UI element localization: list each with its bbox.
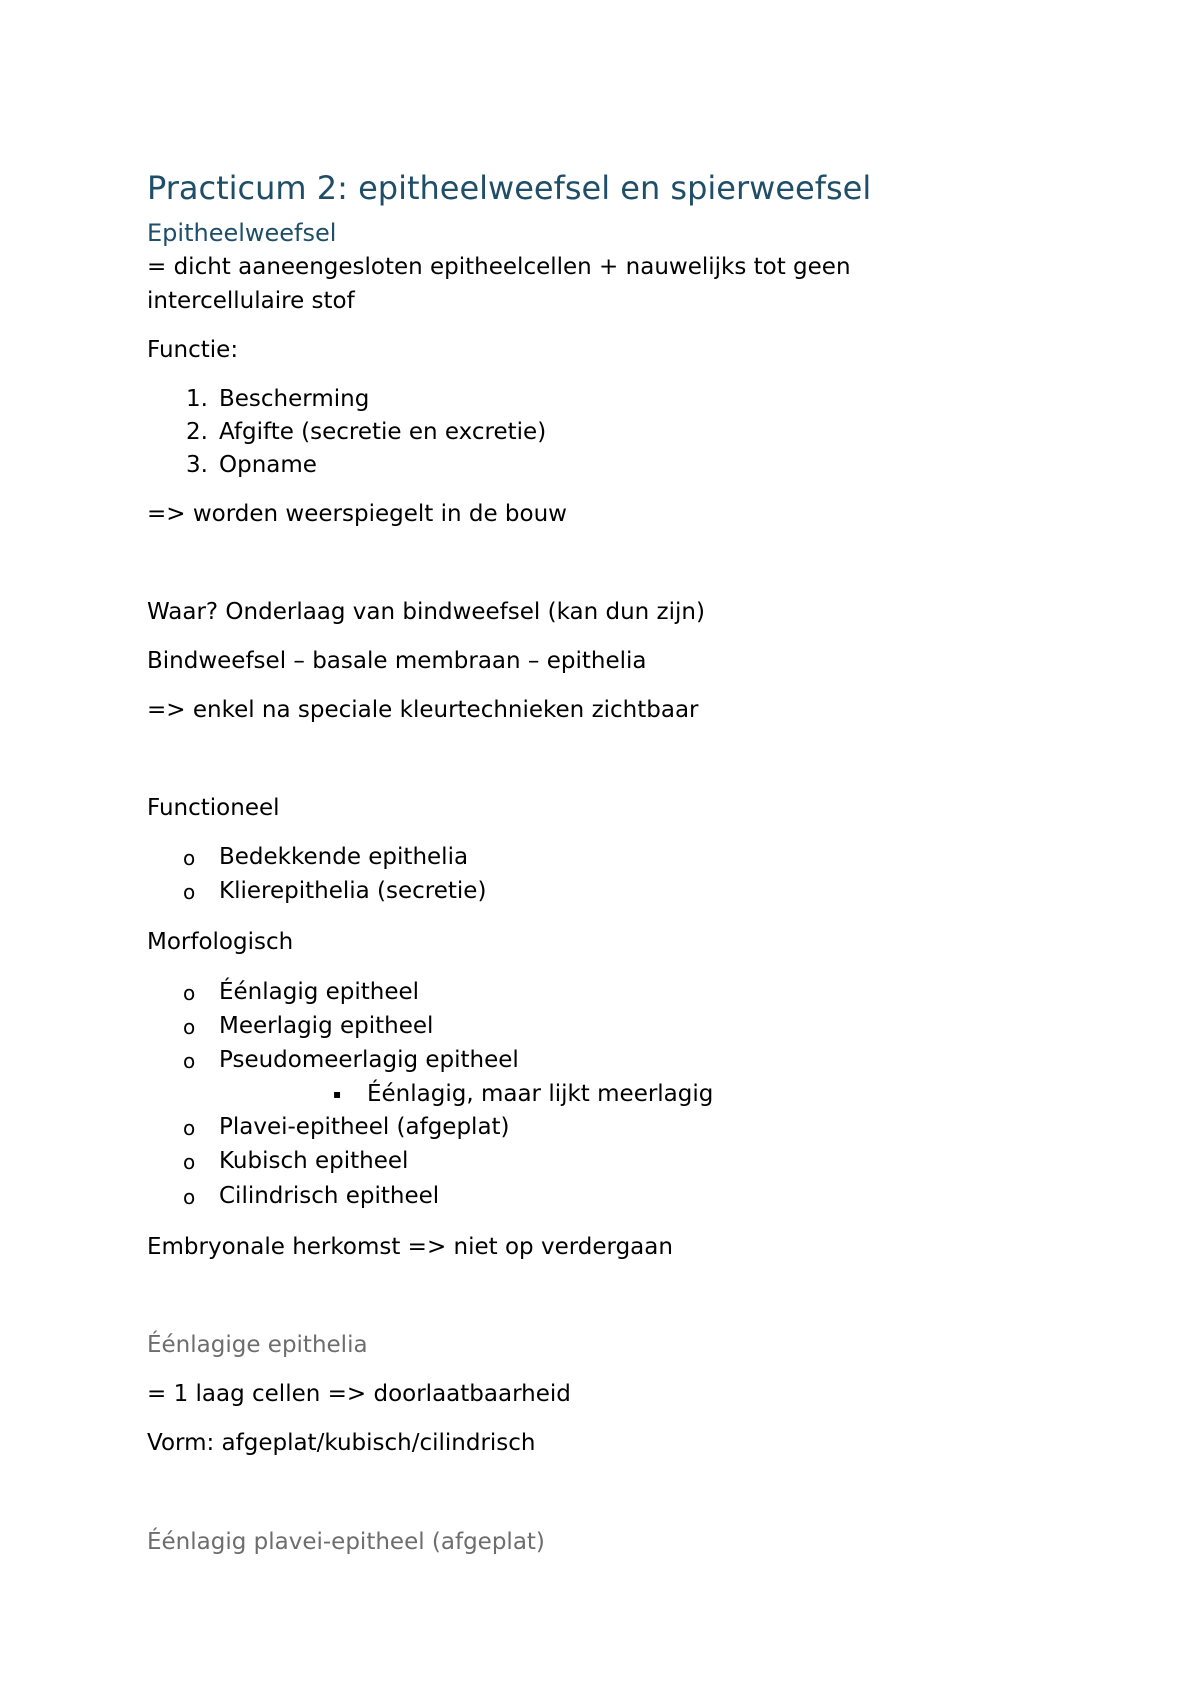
morphological-label: Morfologisch: [147, 929, 294, 955]
subheading-single-layer: Éénlagige epithelia: [147, 1332, 368, 1358]
list-item: Bedekkende epithelia: [219, 844, 469, 870]
list-marker: 3.: [186, 452, 208, 478]
list-item: Éénlagig epitheel: [219, 979, 420, 1005]
bullet-o: o: [183, 1116, 196, 1140]
definition-line-1: = dicht aaneengesloten epitheelcellen + nauwelijks tot geen: [147, 254, 851, 280]
layers-text: Bindweefsel – basale membraan – epithelia: [147, 648, 647, 674]
embryonic-note: Embryonale herkomst => niet op verdergaan: [147, 1234, 673, 1260]
bullet-o: o: [183, 846, 196, 870]
bullet-o: o: [183, 1185, 196, 1209]
definition-line-2: intercellulaire stof: [147, 288, 355, 314]
list-item: Bescherming: [219, 386, 370, 412]
bullet-o: o: [183, 981, 196, 1005]
functional-label: Functioneel: [147, 795, 280, 821]
list-marker: 1.: [186, 386, 208, 412]
visibility-note: => enkel na speciale kleurtechnieken zichtbaar: [147, 697, 699, 723]
where-text: Waar? Onderlaag van bindweefsel (kan dun zijn): [147, 599, 705, 625]
list-item: Kubisch epitheel: [219, 1148, 409, 1174]
list-item: Meerlagig epitheel: [219, 1013, 434, 1039]
bullet-o: o: [183, 1049, 196, 1073]
single-layer-line-1: = 1 laag cellen => doorlaatbaarheid: [147, 1381, 571, 1407]
list-item: Pseudomeerlagig epitheel: [219, 1047, 519, 1073]
bullet-o: o: [183, 880, 196, 904]
list-item: Cilindrisch epitheel: [219, 1183, 440, 1209]
section-heading-epitheelweefsel: Epitheelweefsel: [147, 219, 337, 247]
bullet-o: o: [183, 1015, 196, 1039]
single-layer-line-2: Vorm: afgeplat/kubisch/cilindrisch: [147, 1430, 536, 1456]
list-item: Afgifte (secretie en excretie): [219, 419, 547, 445]
bullet-square: ▪: [333, 1087, 342, 1101]
bullet-o: o: [183, 1150, 196, 1174]
list-item: Opname: [219, 452, 317, 478]
list-marker: 2.: [186, 419, 208, 445]
function-label: Functie:: [147, 337, 239, 363]
page-title: Practicum 2: epitheelweefsel en spierweefsel: [147, 169, 872, 207]
subheading-squamous: Éénlagig plavei-epitheel (afgeplat): [147, 1529, 545, 1555]
function-note: => worden weerspiegelt in de bouw: [147, 501, 567, 527]
list-item: Klierepithelia (secretie): [219, 878, 487, 904]
sub-list-item: Éénlagig, maar lijkt meerlagig: [367, 1081, 714, 1107]
list-item: Plavei-epitheel (afgeplat): [219, 1114, 510, 1140]
